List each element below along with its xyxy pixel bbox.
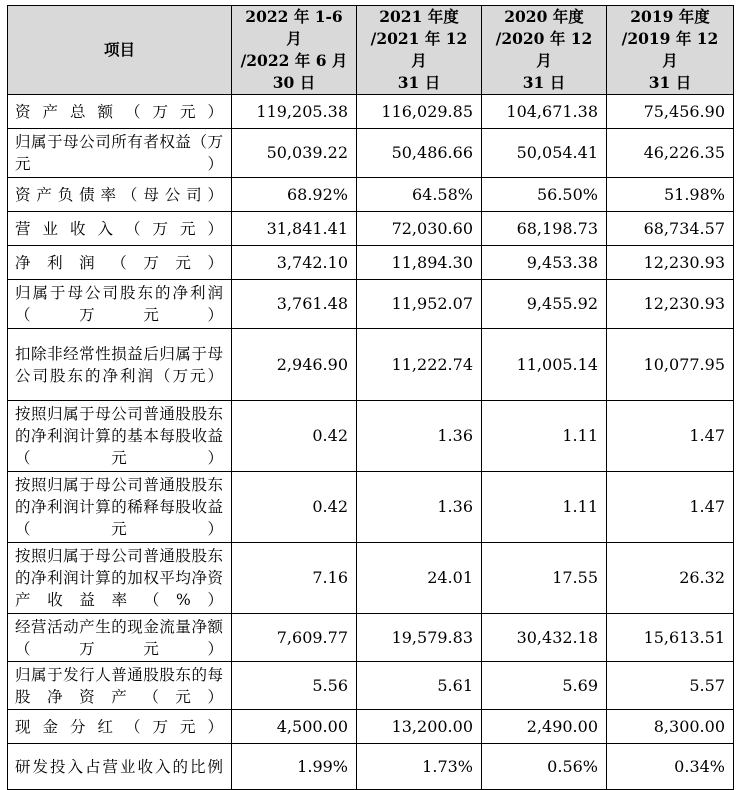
table-row — [8, 401, 734, 472]
header-period-2022h1 — [232, 6, 357, 95]
cell-value: 72,030.60 — [357, 212, 482, 246]
cell-value: 68.92% — [232, 178, 357, 212]
row-label: 净利润（万元） — [8, 246, 232, 280]
cell-value: 19,579.83 — [357, 614, 482, 662]
cell-value: 7,609.77 — [232, 614, 357, 662]
cell-value: 1.73% — [357, 744, 482, 790]
table-row — [8, 280, 734, 329]
financial-indicators-table — [7, 5, 734, 790]
header-line: 31 日 — [648, 73, 692, 92]
row-label: 现金分红（万元） — [8, 710, 232, 744]
header-line: 30 日 — [272, 73, 316, 92]
cell-value: 31,841.41 — [232, 212, 357, 246]
table-header-row — [8, 6, 734, 95]
table-row — [8, 710, 734, 744]
header-line: /2020 年 12 月 — [495, 29, 593, 70]
header-line: 2021 年度 — [379, 7, 459, 26]
table-row — [8, 129, 734, 178]
row-label: 资产负债率（母公司） — [8, 178, 232, 212]
header-period-2020 — [482, 6, 607, 95]
cell-value: 26.32 — [607, 543, 734, 614]
header-line: 2022 年 1-6 月 — [245, 7, 343, 48]
cell-value: 11,222.74 — [357, 329, 482, 401]
cell-value: 68,734.57 — [607, 212, 734, 246]
cell-value: 0.42 — [232, 401, 357, 472]
cell-value: 64.58% — [357, 178, 482, 212]
cell-value: 68,198.73 — [482, 212, 607, 246]
cell-value: 24.01 — [357, 543, 482, 614]
cell-value: 12,230.93 — [607, 246, 734, 280]
cell-value: 1.99% — [232, 744, 357, 790]
cell-value: 7.16 — [232, 543, 357, 614]
row-label: 研发投入占营业收入的比例 — [8, 744, 232, 790]
cell-value: 50,486.66 — [357, 129, 482, 178]
cell-value: 5.61 — [357, 662, 482, 710]
header-line: 2020 年度 — [504, 7, 584, 26]
row-label: 经营活动产生的现金流量净额（万元） — [8, 614, 232, 662]
cell-value: 12,230.93 — [607, 280, 734, 329]
cell-value: 0.42 — [232, 472, 357, 543]
table-row — [8, 246, 734, 280]
table-row — [8, 662, 734, 710]
cell-value: 5.56 — [232, 662, 357, 710]
cell-value: 11,894.30 — [357, 246, 482, 280]
cell-value: 30,432.18 — [482, 614, 607, 662]
header-line: /2021 年 12 月 — [370, 29, 468, 70]
cell-value: 4,500.00 — [232, 710, 357, 744]
row-label: 扣除非经常性损益后归属于母公司股东的净利润（万元） — [8, 329, 232, 401]
header-period-2019 — [607, 6, 734, 95]
table-row — [8, 472, 734, 543]
table-row — [8, 95, 734, 129]
row-label: 营业收入（万元） — [8, 212, 232, 246]
row-label: 归属于母公司股东的净利润（万元） — [8, 280, 232, 329]
header-line: 31 日 — [522, 73, 566, 92]
cell-value: 2,946.90 — [232, 329, 357, 401]
header-line: /2019 年 12 月 — [621, 29, 719, 70]
cell-value: 1.47 — [607, 472, 734, 543]
cell-value: 56.50% — [482, 178, 607, 212]
row-label: 按照归属于母公司普通股股东的净利润计算的加权平均净资产收益率（%） — [8, 543, 232, 614]
cell-value: 2,490.00 — [482, 710, 607, 744]
cell-value: 15,613.51 — [607, 614, 734, 662]
row-label: 归属于发行人普通股股东的每股净资产（元） — [8, 662, 232, 710]
header-period-2021 — [357, 6, 482, 95]
cell-value: 1.36 — [357, 472, 482, 543]
cell-value: 46,226.35 — [607, 129, 734, 178]
cell-value: 11,952.07 — [357, 280, 482, 329]
cell-value: 75,456.90 — [607, 95, 734, 129]
header-line: 31 日 — [397, 73, 441, 92]
table-row — [8, 744, 734, 790]
row-label: 按照归属于母公司普通股股东的净利润计算的稀释每股收益（元） — [8, 472, 232, 543]
cell-value: 1.11 — [482, 472, 607, 543]
cell-value: 9,453.38 — [482, 246, 607, 280]
cell-value: 0.56% — [482, 744, 607, 790]
cell-value: 119,205.38 — [232, 95, 357, 129]
row-label: 按照归属于母公司普通股股东的净利润计算的基本每股收益（元） — [8, 401, 232, 472]
cell-value: 10,077.95 — [607, 329, 734, 401]
cell-value: 50,039.22 — [232, 129, 357, 178]
row-label: 资产总额（万元） — [8, 95, 232, 129]
table-row — [8, 543, 734, 614]
cell-value: 5.69 — [482, 662, 607, 710]
cell-value: 1.47 — [607, 401, 734, 472]
cell-value: 1.11 — [482, 401, 607, 472]
table-row — [8, 614, 734, 662]
table-row — [8, 212, 734, 246]
cell-value: 104,671.38 — [482, 95, 607, 129]
cell-value: 50,054.41 — [482, 129, 607, 178]
header-line: 2019 年度 — [630, 7, 710, 26]
row-label: 归属于母公司所有者权益（万元） — [8, 129, 232, 178]
header-line: /2022 年 6 月 — [240, 51, 348, 70]
cell-value: 3,761.48 — [232, 280, 357, 329]
cell-value: 8,300.00 — [607, 710, 734, 744]
cell-value: 51.98% — [607, 178, 734, 212]
cell-value: 116,029.85 — [357, 95, 482, 129]
cell-value: 11,005.14 — [482, 329, 607, 401]
cell-value: 5.57 — [607, 662, 734, 710]
header-item: 项目 — [8, 6, 232, 95]
cell-value: 3,742.10 — [232, 246, 357, 280]
cell-value: 13,200.00 — [357, 710, 482, 744]
cell-value: 1.36 — [357, 401, 482, 472]
cell-value: 9,455.92 — [482, 280, 607, 329]
cell-value: 0.34% — [607, 744, 734, 790]
table-row — [8, 178, 734, 212]
table-row — [8, 329, 734, 401]
cell-value: 17.55 — [482, 543, 607, 614]
